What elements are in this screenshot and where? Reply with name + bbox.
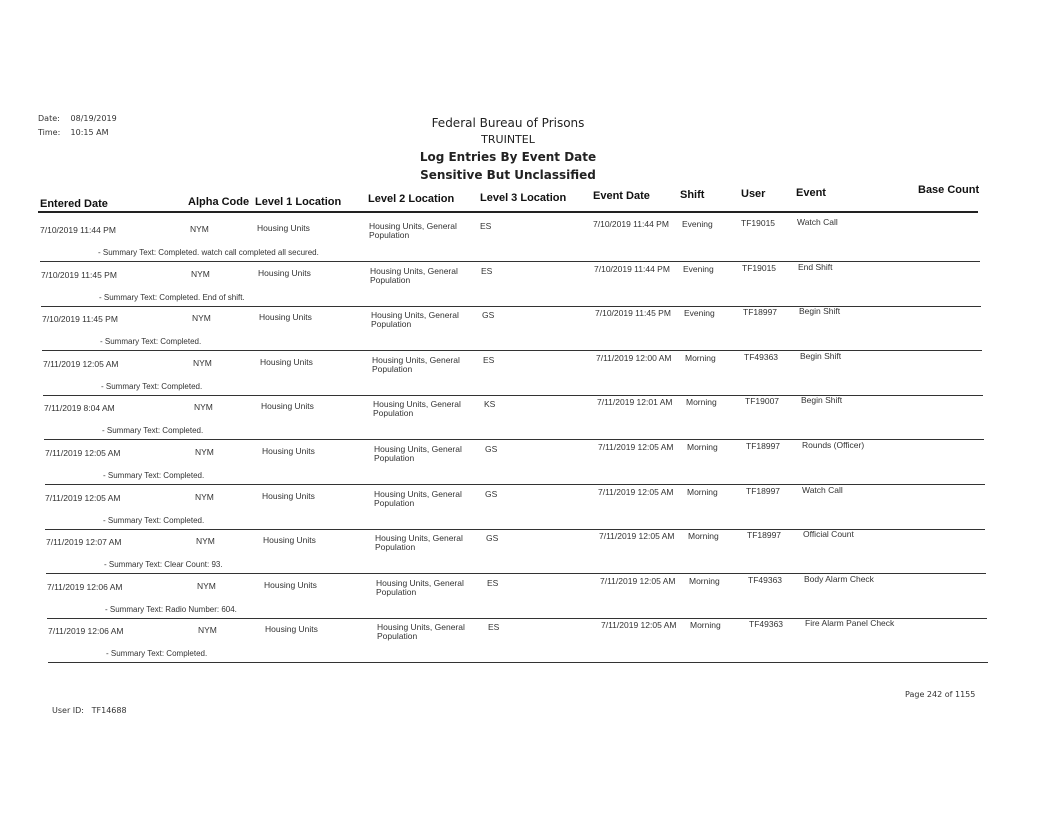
cell-event: Begin Shift <box>800 351 842 361</box>
cell-level3: ES <box>481 266 493 276</box>
time-label: Time: <box>38 128 61 137</box>
report-title: Log Entries By Event Date <box>419 150 597 164</box>
cell-event: Rounds (Officer) <box>802 440 865 450</box>
cell-user: TF49363 <box>748 575 783 585</box>
row-divider <box>45 484 985 485</box>
cell-entered-date: 7/11/2019 12:05 AM <box>43 359 119 369</box>
cell-level2: Housing Units, General Population <box>376 578 464 597</box>
cell-entered-date: 7/11/2019 12:05 AM <box>45 448 121 458</box>
cell-event: Begin Shift <box>799 306 841 316</box>
summary-text: - Summary Text: Radio Number: 604. <box>105 605 237 614</box>
cell-level3: ES <box>487 578 499 588</box>
cell-event-date: 7/11/2019 12:01 AM <box>597 397 673 407</box>
time-value: 10:15 AM <box>70 128 109 137</box>
row-divider <box>42 350 982 351</box>
cell-user: TF18997 <box>746 441 781 451</box>
col-entered-date: Entered Date <box>40 198 108 210</box>
cell-alpha-code: NYM <box>196 536 215 546</box>
cell-shift: Evening <box>683 264 714 274</box>
cell-level3: ES <box>480 221 492 231</box>
summary-text: - Summary Text: Completed. <box>106 649 208 658</box>
summary-text: - Summary Text: Completed. <box>100 337 202 346</box>
date-line <box>38 114 117 123</box>
cell-entered-date: 7/11/2019 12:06 AM <box>48 626 124 636</box>
cell-level1: Housing Units <box>265 624 318 634</box>
cell-event: Body Alarm Check <box>804 574 874 584</box>
cell-alpha-code: NYM <box>192 313 211 323</box>
cell-event: Begin Shift <box>801 395 843 405</box>
cell-entered-date: 7/10/2019 11:45 PM <box>42 314 118 324</box>
cell-event-date: 7/10/2019 11:44 PM <box>594 264 670 274</box>
summary-text: - Summary Text: Completed. End of shift. <box>99 293 245 302</box>
report-system: TRUINTEL <box>481 133 535 146</box>
cell-level3: ES <box>483 355 495 365</box>
row-divider <box>48 662 988 663</box>
cell-level2: Housing Units, General Population <box>372 355 460 374</box>
cell-event-date: 7/10/2019 11:45 PM <box>595 308 671 318</box>
cell-entered-date: 7/11/2019 12:07 AM <box>46 537 122 547</box>
cell-entered-date: 7/11/2019 12:06 AM <box>47 582 123 592</box>
report-org: Federal Bureau of Prisons <box>431 116 585 130</box>
col-user: User <box>741 188 766 200</box>
cell-alpha-code: NYM <box>194 402 213 412</box>
cell-event: Watch Call <box>797 217 838 227</box>
cell-shift: Morning <box>690 620 721 630</box>
date-label: Date: <box>38 114 60 123</box>
cell-alpha-code: NYM <box>198 625 217 635</box>
summary-text: - Summary Text: Clear Count: 93. <box>104 560 223 569</box>
cell-alpha-code: NYM <box>197 581 216 591</box>
cell-level2: Housing Units, General Population <box>369 221 457 240</box>
cell-level3: GS <box>482 310 495 320</box>
cell-entered-date: 7/11/2019 8:04 AM <box>44 403 115 413</box>
cell-shift: Evening <box>684 308 715 318</box>
cell-level2: Housing Units, General Population <box>375 533 463 552</box>
col-alpha-code: Alpha Code <box>188 196 250 208</box>
cell-level1: Housing Units <box>264 580 317 590</box>
cell-alpha-code: NYM <box>193 358 212 368</box>
cell-entered-date: 7/10/2019 11:45 PM <box>41 270 117 280</box>
cell-alpha-code: NYM <box>195 492 214 502</box>
summary-text: - Summary Text: Completed. <box>103 516 205 525</box>
cell-level2: Housing Units, General Population <box>373 399 461 418</box>
cell-user: TF49363 <box>744 352 779 362</box>
cell-level3: KS <box>484 399 496 409</box>
cell-event-date: 7/11/2019 12:05 AM <box>599 531 675 541</box>
cell-level1: Housing Units <box>260 357 313 367</box>
cell-level1: Housing Units <box>257 223 310 233</box>
col-level3: Level 3 Location <box>480 192 567 204</box>
cell-shift: Morning <box>687 442 718 452</box>
user-id-value: TF14688 <box>91 706 127 715</box>
time-line <box>38 128 109 137</box>
cell-user: TF19015 <box>742 263 777 273</box>
cell-level1: Housing Units <box>259 312 312 322</box>
cell-level3: GS <box>485 444 498 454</box>
cell-shift: Morning <box>687 487 718 497</box>
cell-shift: Morning <box>685 353 716 363</box>
cell-alpha-code: NYM <box>195 447 214 457</box>
cell-level1: Housing Units <box>261 401 314 411</box>
cell-event-date: 7/11/2019 12:05 AM <box>598 487 674 497</box>
header-rule <box>38 211 978 213</box>
cell-user: TF49363 <box>749 619 784 629</box>
cell-level1: Housing Units <box>258 268 311 278</box>
date-value: 08/19/2019 <box>70 114 117 123</box>
cell-level3: GS <box>485 489 498 499</box>
cell-user: TF18997 <box>743 307 778 317</box>
cell-event-date: 7/11/2019 12:05 AM <box>601 620 677 630</box>
cell-alpha-code: NYM <box>191 269 210 279</box>
cell-event: Watch Call <box>802 485 843 495</box>
cell-event-date: 7/11/2019 12:00 AM <box>596 353 672 363</box>
cell-level2: Housing Units, General Population <box>371 310 459 329</box>
col-event: Event <box>796 187 826 199</box>
cell-level1: Housing Units <box>262 491 315 501</box>
cell-event-date: 7/11/2019 12:05 AM <box>600 576 676 586</box>
col-base-count: Base Count <box>918 184 980 196</box>
cell-event: Fire Alarm Panel Check <box>805 618 895 628</box>
cell-level2: Housing Units, General Population <box>370 266 458 285</box>
cell-level2: Housing Units, General Population <box>374 444 462 463</box>
cell-user: TF19015 <box>741 218 776 228</box>
col-level2: Level 2 Location <box>368 193 455 205</box>
cell-level1: Housing Units <box>262 446 315 456</box>
summary-text: - Summary Text: Completed. <box>101 382 203 391</box>
cell-level1: Housing Units <box>263 535 316 545</box>
cell-level3: ES <box>488 622 500 632</box>
cell-shift: Morning <box>686 397 717 407</box>
page-number: Page 242 of 1155 <box>905 690 976 699</box>
cell-shift: Morning <box>689 576 720 586</box>
cell-level2: Housing Units, General Population <box>377 622 465 641</box>
cell-entered-date: 7/11/2019 12:05 AM <box>45 493 121 503</box>
summary-text: - Summary Text: Completed. <box>103 471 205 480</box>
cell-event: Official Count <box>803 529 854 539</box>
cell-user: TF18997 <box>747 530 782 540</box>
col-event-date: Event Date <box>593 190 650 202</box>
cell-level3: GS <box>486 533 499 543</box>
report-classification: Sensitive But Unclassified <box>420 168 596 182</box>
summary-text: - Summary Text: Completed. watch call completed all secured. <box>98 248 319 257</box>
cell-level2: Housing Units, General Population <box>374 489 462 508</box>
cell-event-date: 7/11/2019 12:05 AM <box>598 442 674 452</box>
cell-event-date: 7/10/2019 11:44 PM <box>593 219 669 229</box>
cell-shift: Morning <box>688 531 719 541</box>
user-id-line <box>52 706 127 715</box>
cell-entered-date: 7/10/2019 11:44 PM <box>40 225 116 235</box>
row-divider <box>40 261 980 262</box>
user-id-label: User ID: <box>52 706 84 715</box>
cell-shift: Evening <box>682 219 713 229</box>
cell-user: TF19007 <box>745 396 780 406</box>
cell-alpha-code: NYM <box>190 224 209 234</box>
cell-event: End Shift <box>798 262 833 272</box>
cell-user: TF18997 <box>746 486 781 496</box>
col-shift: Shift <box>680 189 705 201</box>
col-level1: Level 1 Location <box>255 196 342 208</box>
summary-text: - Summary Text: Completed. <box>102 426 204 435</box>
